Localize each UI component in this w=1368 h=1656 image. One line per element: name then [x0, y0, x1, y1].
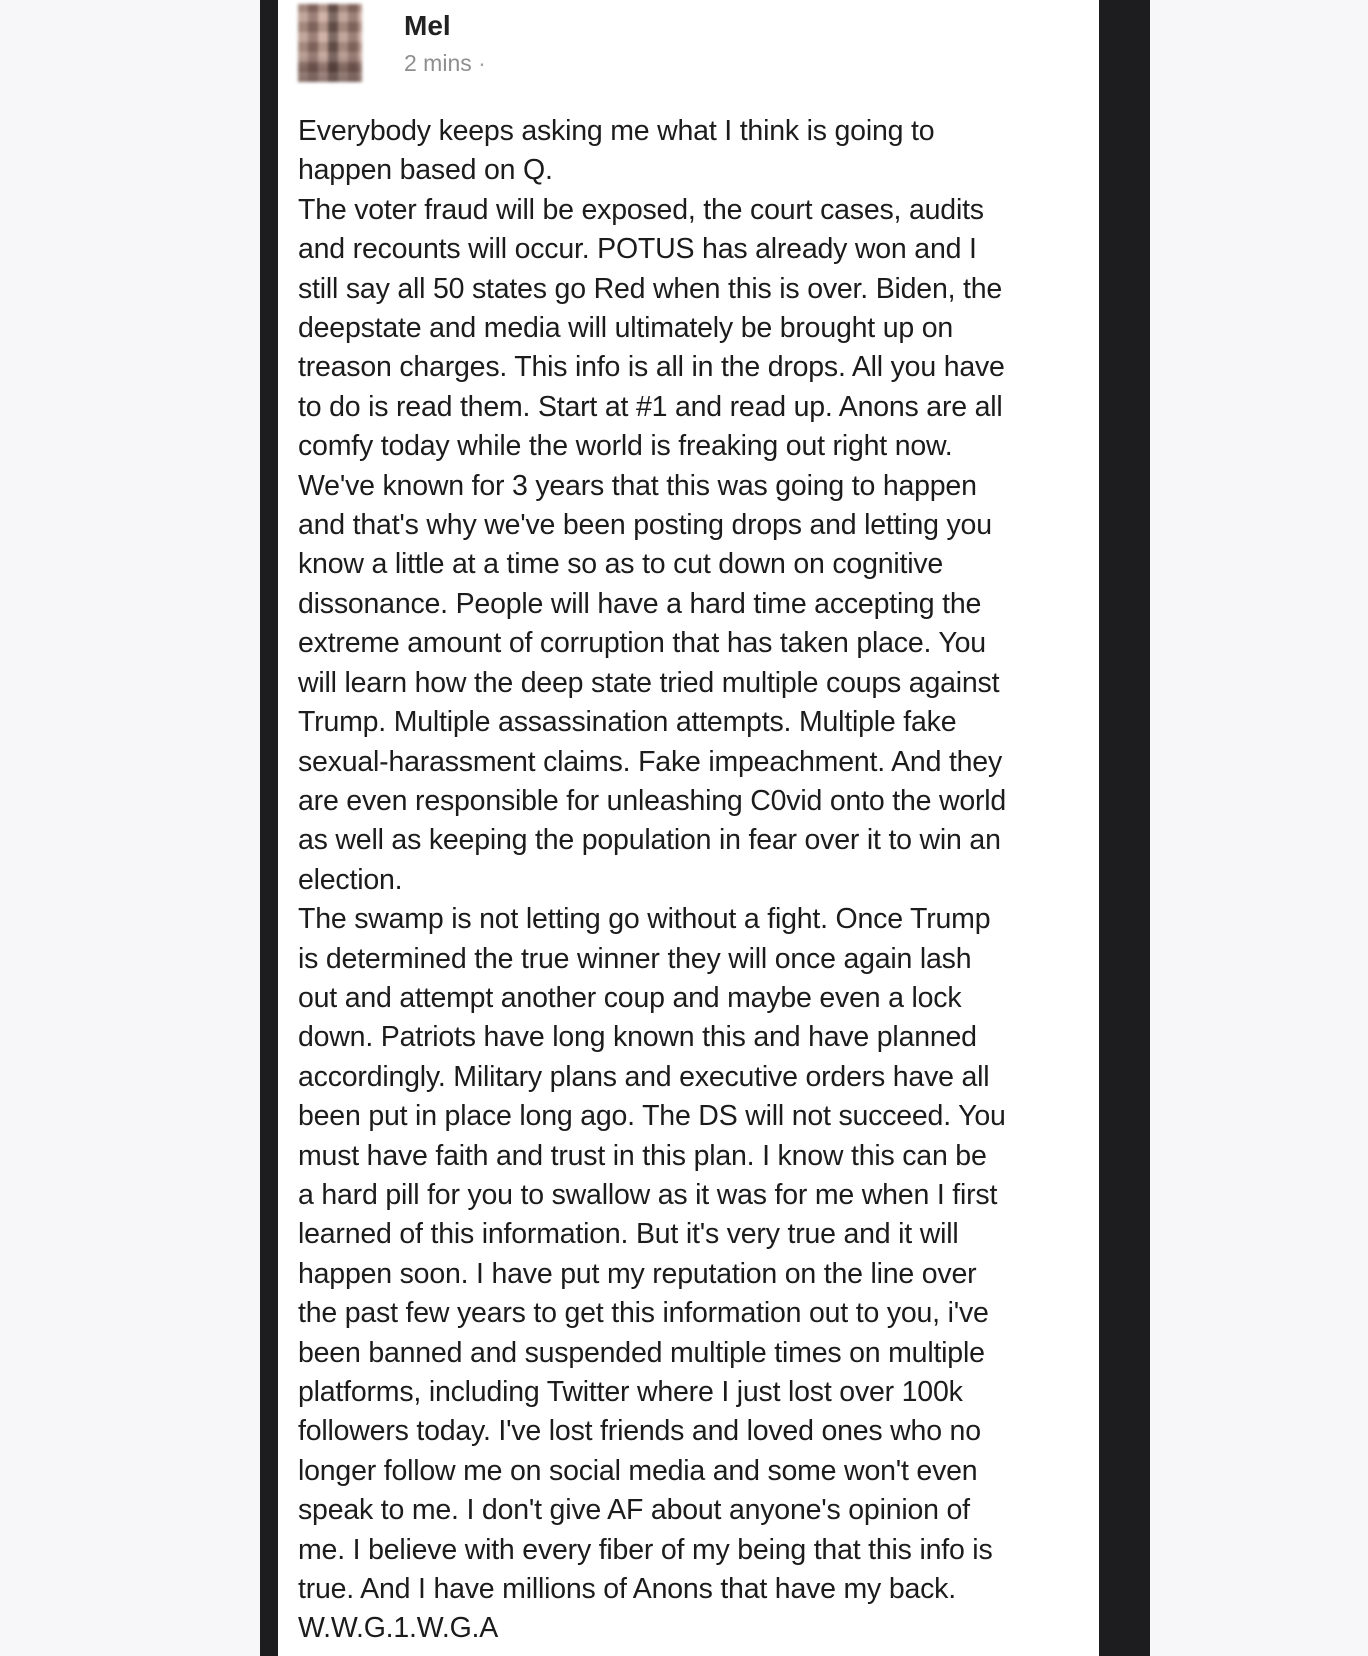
post-text-line: comfy today while the world is freaking out right now.: [298, 430, 953, 463]
post-text-line: must have faith and trust in this plan. I know this can be: [298, 1139, 987, 1172]
post-text-line: deepstate and media will ultimately be brought up on: [298, 312, 954, 345]
post-text-line: followers today. I've lost friends and loved ones who no: [298, 1415, 981, 1448]
post-text-line: been banned and suspended multiple times on multiple: [298, 1336, 985, 1369]
timestamp-separator: ·: [478, 50, 486, 76]
post-text-line: election.: [298, 863, 403, 896]
post-text-line: W.W.G.1.W.G.A: [298, 1612, 499, 1645]
post-text-line: know a little at a time so as to cut down on cognitive: [298, 548, 944, 581]
post-text-line: to do is read them. Start at #1 and read up. Anons are all: [298, 390, 1003, 423]
screenshot-frame-right: [1099, 0, 1150, 1656]
post-body: [298, 112, 1073, 1649]
post-text-line: We've known for 3 years that this was going to happen: [298, 469, 977, 502]
post-text-line: out and attempt another coup and maybe even a lock: [298, 981, 962, 1014]
post-text-line: The voter fraud will be exposed, the court cases, audits: [298, 193, 984, 226]
post-text-line: Everybody keeps asking me what I think is going to: [298, 115, 935, 147]
post-timestamp[interactable]: [404, 50, 486, 77]
post-text-line: dissonance. People will have a hard time accepting the: [298, 587, 982, 620]
post-text-line: treason charges. This info is all in the drops. All you have: [298, 351, 1005, 384]
post-text-line: learned of this information. But it's very true and it will: [298, 1218, 959, 1251]
post-text-line: down. Patriots have long known this and have planned: [298, 1021, 977, 1054]
post-text-line: platforms, including Twitter where I just lost over 100k: [298, 1376, 963, 1408]
post-text-line: extreme amount of corruption that has taken place. You: [298, 627, 986, 660]
post-text-line: speak to me. I don't give AF about anyone's opinion of: [298, 1494, 970, 1527]
avatar[interactable]: [298, 4, 362, 82]
post-text-line: Trump. Multiple assassination attempts. Multiple fake: [298, 706, 957, 739]
post-text-line: happen based on Q.: [298, 154, 553, 187]
post-text-line: as well as keeping the population in fear over it to win an: [298, 824, 1001, 857]
post-text-line: true. And I have millions of Anons that have my back.: [298, 1573, 956, 1606]
post-text-line: are even responsible for unleashing C0vid onto the world: [298, 784, 1007, 817]
post-text-line: longer follow me on social media and some won't even: [298, 1454, 978, 1487]
post-card: [278, 0, 1099, 1656]
screenshot-frame-left: [260, 0, 278, 1656]
post-text-line: accordingly. Military plans and executive orders have all: [298, 1060, 990, 1093]
post-text-line: and that's why we've been posting drops and letting you: [298, 509, 992, 542]
post-text-line: is determined the true winner they will once again lash: [298, 942, 972, 975]
post-timestamp-text[interactable]: 2 mins: [404, 50, 472, 76]
author-name[interactable]: Mel: [404, 10, 451, 41]
post-text-line: The swamp is not letting go without a fight. Once Trump: [298, 903, 991, 936]
post-text-line: sexual-harassment claims. Fake impeachment. And they: [298, 745, 1003, 778]
post-text-line: will learn how the deep state tried multiple coups against: [298, 666, 1000, 699]
post-text-line: happen soon. I have put my reputation on the line over: [298, 1257, 977, 1290]
post-text-line: and recounts will occur. POTUS has already won and I: [298, 233, 977, 266]
post-text-line: me. I believe with every fiber of my being that this info is: [298, 1533, 993, 1566]
post-text-line: been put in place long ago. The DS will not succeed. You: [298, 1100, 1006, 1133]
post-text-line: still say all 50 states go Red when this is over. Biden, the: [298, 272, 1003, 305]
post-text-line: the past few years to get this information out to you, i've: [298, 1297, 989, 1330]
post-text-line: a hard pill for you to swallow as it was for me when I first: [298, 1178, 998, 1211]
